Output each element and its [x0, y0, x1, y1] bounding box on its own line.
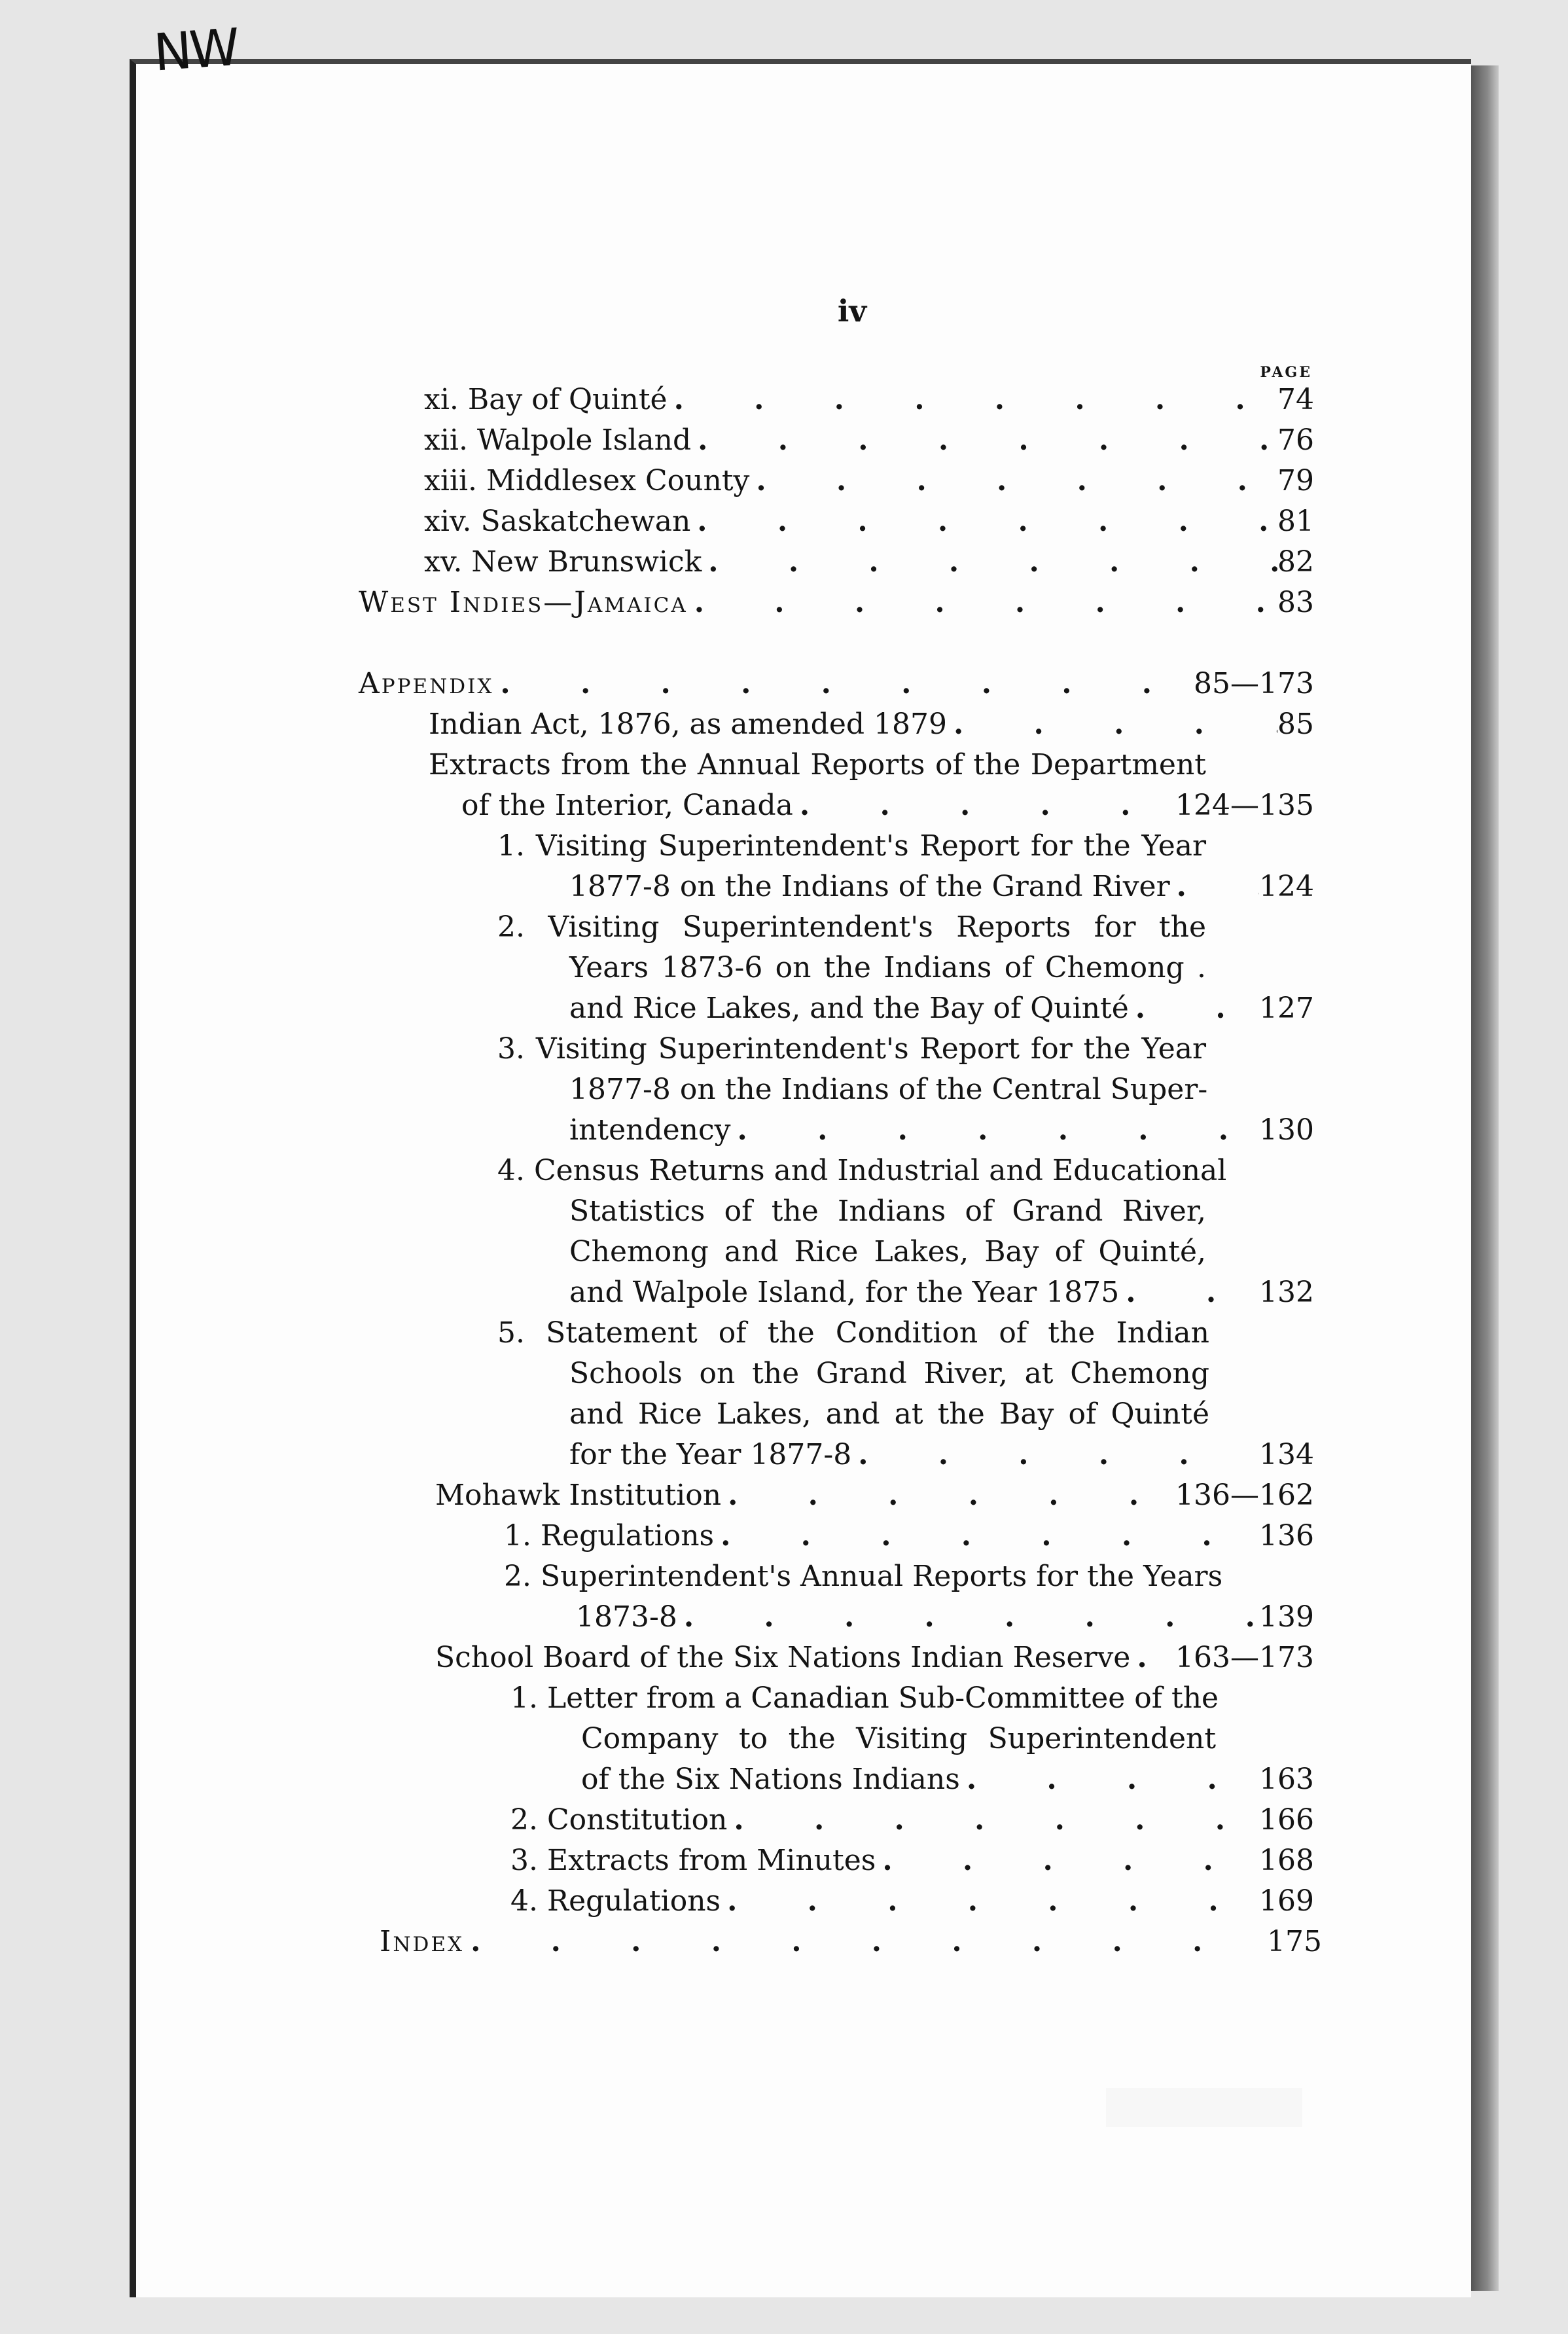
dot-leader: [493, 664, 1194, 704]
toc-board-letter-line-1: 1. Letter from a Canadian Sub-Committee of the: [510, 1681, 1219, 1715]
toc-label: and Rice Lakes, and the Bay of Quinté: [569, 992, 1129, 1025]
toc-report-3-line-1: 3. Visiting Superintendent's Report for the Year: [497, 1032, 1206, 1066]
page-spine-shadow: [1471, 65, 1499, 2291]
toc-page: 124: [1259, 870, 1314, 903]
toc-entry-middlesex-county: [424, 461, 1314, 501]
toc-entry-school-board: [435, 1638, 1314, 1678]
toc-label: intendency: [569, 1113, 731, 1147]
dot-leader: [1130, 1638, 1175, 1678]
toc-report-4-line-2: Statistics of the Indians of Grand River,: [569, 1194, 1206, 1228]
toc-entry-board-letter: [581, 1759, 1314, 1800]
toc-page: 168: [1259, 1844, 1314, 1877]
toc-page: 79: [1277, 464, 1314, 497]
toc-mohawk-reports-line-1: 2. Superintendent's Annual Reports for the Years: [504, 1560, 1223, 1593]
dot-leader: [793, 785, 1175, 826]
toc-page: 83: [1277, 586, 1314, 619]
toc-label: of the Interior, Canada: [461, 789, 793, 822]
toc-entry-index: [380, 1922, 1322, 1962]
toc-page: 124—135: [1175, 789, 1314, 822]
toc-report-5-line-3: and Rice Lakes, and at the Bay of Quinté: [569, 1397, 1209, 1431]
toc-entry-walpole-island: [424, 420, 1314, 461]
toc-entry-indian-act: [429, 704, 1314, 745]
toc-page: 163—173: [1175, 1641, 1314, 1674]
toc-page: 163: [1259, 1763, 1314, 1796]
toc-label: xi. Bay of Quinté: [424, 383, 668, 416]
toc-label: 1. Regulations: [504, 1519, 715, 1553]
dot-leader: [677, 1597, 1259, 1638]
toc-entry-saskatchewan: [424, 501, 1314, 542]
toc-entry-mohawk-institution: [435, 1475, 1314, 1516]
dot-leader: [960, 1759, 1259, 1800]
toc-label: xiv. Saskatchewan: [424, 505, 691, 538]
dot-leader: [727, 1800, 1259, 1840]
toc-page: 134: [1259, 1438, 1314, 1471]
toc-label: 4. Regulations: [510, 1884, 721, 1918]
handwritten-corner-mark: NW: [152, 18, 240, 83]
toc-entry-bay-of-quinte: [424, 380, 1314, 420]
toc-report-4-line-3: Chemong and Rice Lakes, Bay of Quinté,: [569, 1235, 1206, 1268]
toc-label: xiii. Middlesex County: [424, 464, 750, 497]
page-folio: iv: [837, 293, 867, 329]
dot-leader: [714, 1516, 1259, 1556]
toc-entry-board-constitution: [510, 1800, 1314, 1840]
dot-leader: [1129, 988, 1259, 1029]
dot-leader: [1119, 1272, 1259, 1313]
toc-page: 175: [1267, 1925, 1322, 1958]
toc-label: and Walpole Island, for the Year 1875: [569, 1276, 1120, 1309]
toc-report-3-line-2: 1877-8 on the Indians of the Central Super-: [569, 1073, 1208, 1106]
dot-leader: [721, 1475, 1175, 1516]
toc-label: 3. Extracts from Minutes: [510, 1844, 876, 1877]
dot-leader: [947, 704, 1277, 745]
toc-entry-appendix: [359, 664, 1314, 704]
toc-label: 2. Constitution: [510, 1803, 728, 1837]
toc-entry-extracts: [461, 785, 1314, 826]
dot-leader: [668, 380, 1277, 420]
toc-entry-new-brunswick: [424, 542, 1314, 583]
toc-label: Index: [380, 1925, 465, 1958]
toc-label: 1877-8 on the Indians of the Grand River: [569, 870, 1170, 903]
toc-entry-report-4: [569, 1272, 1314, 1313]
dot-leader: [691, 420, 1277, 461]
toc-entry-report-1: [569, 867, 1314, 907]
toc-page: 74: [1277, 383, 1314, 416]
toc-label: 1873-8: [576, 1600, 677, 1634]
toc-page: 82: [1277, 545, 1314, 579]
toc-label: Appendix: [359, 667, 494, 700]
bleed-through-mark: [1106, 2088, 1302, 2127]
toc-report-5-line-2: Schools on the Grand River, at Chemong: [569, 1357, 1209, 1390]
dot-leader: [749, 461, 1277, 501]
toc-entry-mohawk-reports: [576, 1597, 1314, 1638]
toc-label: xv. New Brunswick: [424, 545, 702, 579]
toc-label: School Board of the Six Nations Indian Reserve: [435, 1641, 1131, 1674]
toc-page: 136—162: [1175, 1479, 1314, 1512]
toc-entry-west-indies: [359, 583, 1314, 623]
dot-leader: [851, 1435, 1259, 1475]
toc-page: 76: [1277, 423, 1314, 457]
dot-leader: [690, 501, 1277, 542]
toc-report-1-line-1: 1. Visiting Superintendent's Report for the Year: [497, 829, 1206, 863]
toc-report-2-line-1: 2. Visiting Superintendent's Reports for the: [497, 910, 1206, 944]
toc-label: xii. Walpole Island: [424, 423, 692, 457]
toc-entry-report-3: [569, 1110, 1314, 1151]
dot-leader: [688, 583, 1277, 623]
toc-report-4-line-1: 4. Census Returns and Industrial and Educational: [497, 1154, 1227, 1187]
toc-board-letter-line-2: Company to the Visiting Superintendent: [581, 1722, 1216, 1755]
toc-page: 166: [1259, 1803, 1314, 1837]
toc-entry-report-5: [569, 1435, 1314, 1475]
toc-page: 132: [1259, 1276, 1314, 1309]
toc-page: 127: [1259, 992, 1314, 1025]
toc-page: 81: [1277, 505, 1314, 538]
toc-label: Indian Act, 1876, as amended 1879: [429, 708, 947, 741]
toc-label: of the Six Nations Indians: [581, 1763, 960, 1796]
toc-entry-report-2: [569, 988, 1314, 1029]
toc-report-2-line-2: Years 1873-6 on the Indians of Chemong .: [569, 951, 1206, 984]
toc-report-5-line-1: 5. Statement of the Condition of the Indian: [497, 1316, 1209, 1350]
toc-page: 85: [1277, 708, 1314, 741]
toc-page: 139: [1259, 1600, 1314, 1634]
dot-leader: [731, 1110, 1260, 1151]
dot-leader: [702, 542, 1277, 583]
toc-entry-board-minutes: [510, 1840, 1314, 1881]
toc-entry-board-regulations: [510, 1881, 1314, 1922]
toc-page: 85—173: [1194, 667, 1314, 700]
dot-leader: [721, 1881, 1259, 1922]
toc-page: 136: [1259, 1519, 1314, 1553]
toc-entry-mohawk-regulations: [504, 1516, 1314, 1556]
toc-page: 169: [1259, 1884, 1314, 1918]
toc-label: for the Year 1877-8: [569, 1438, 852, 1471]
dot-leader: [876, 1840, 1259, 1881]
toc-extracts-line-1: Extracts from the Annual Reports of the Department: [429, 748, 1206, 781]
toc-page: 130: [1259, 1113, 1314, 1147]
toc-label: West Indies—Jamaica: [359, 586, 688, 619]
dot-leader: [464, 1922, 1267, 1962]
page-column-header: PAGE: [1260, 364, 1312, 381]
toc-label: Mohawk Institution: [435, 1479, 722, 1512]
dot-leader: [1170, 867, 1259, 907]
